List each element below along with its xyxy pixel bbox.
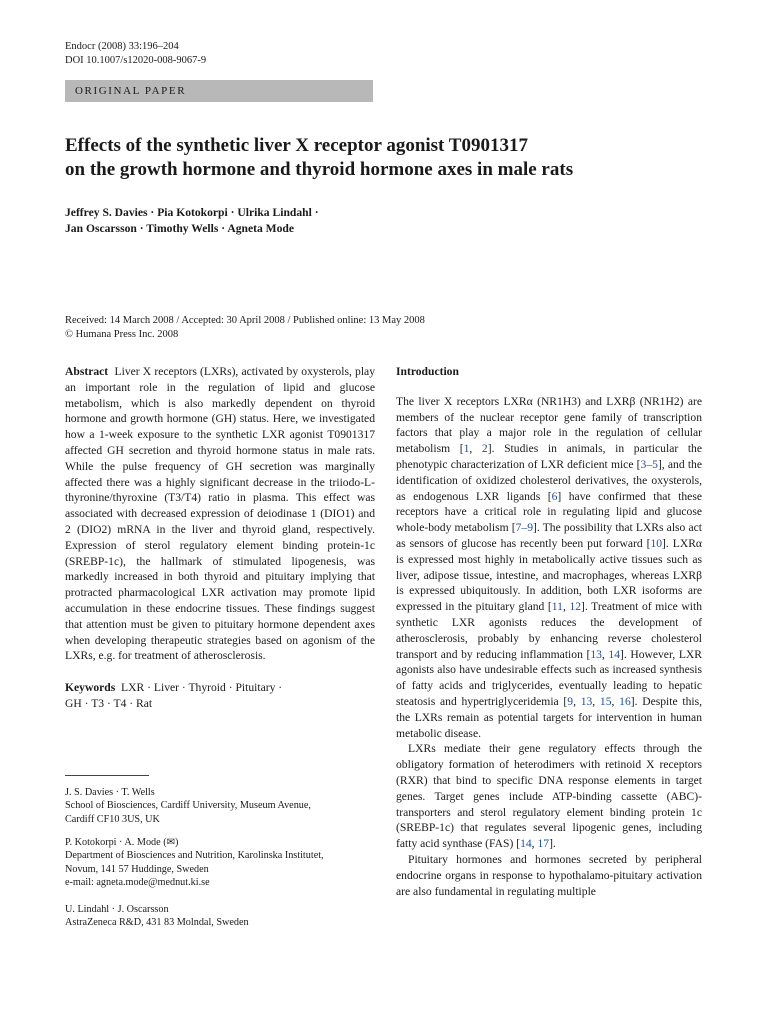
affiliation-line: AstraZeneca R&D, 431 83 Molndal, Sweden	[65, 917, 249, 929]
intro-paragraph-1: The liver X receptors LXRα (NR1H3) and LXRβ (NR1H2) are members of the nuclear receptor gene family of transcription factors that play a major role in the regulation of cellular metabolism [1, 2]. Studies in animals, in particular the phenotypic characterization of LXR deficient mice [3–5], and the identification of oxidized cholesterol derivatives, the oxysterols, as endogenous LXR ligands [6] have confirmed that these receptors have a critical role in regulating lipid and glucose whole-body metabolism [7–9]. The possibility that LXRs also act as sensors of glucose has recently been put forward [10]. LXRα is expressed most highly in metabolically active tissues such as liver, adipose tissue, intestine, and macrophages, whereas LXRβ is expressed ubiquitously. In addition, both LXR isoforms are expressed in the pituitary gland [11, 12]. Treatment of mice with synthetic LXR agonists reduces the development of atherosclerosis, probably by enhancing reverse cholesterol transport and by reducing inflammation [13, 14]. However, LXR agonists also have undesirable effects such as increased synthesis of fatty acids and triglycerides, eventually leading to hepatic steatosis and hypertriglyceridemia [9, 13, 15, 16]. Despite this, the LXRs remain as potential targets for intervention in human metabolic disease.	[396, 394, 703, 740]
journal-citation: Endocr (2008) 33:196–204	[65, 41, 179, 52]
citation-link[interactable]: 13	[580, 694, 593, 708]
citation-link[interactable]: 3–5	[640, 457, 658, 471]
paper-title	[65, 134, 705, 182]
citation-link[interactable]: 12	[569, 600, 582, 614]
abstract-heading: Abstract	[65, 365, 109, 378]
keywords-list-1: LXR · Liver · Thyroid · Pituitary ·	[121, 681, 283, 695]
author-list	[65, 205, 705, 237]
affiliation-2	[65, 836, 375, 890]
affiliation-names: J. S. Davies · T. Wells	[65, 787, 155, 798]
citation-link[interactable]: 2	[481, 442, 488, 456]
envelope-icon: ✉	[166, 837, 175, 848]
doi: DOI 10.1007/s12020-008-9067-9	[65, 55, 207, 66]
corresponding-email[interactable]: e-mail: agneta.mode@mednut.ki.se	[65, 877, 210, 889]
citation-link[interactable]: 10	[650, 536, 663, 550]
citation-link[interactable]: 9	[567, 694, 574, 708]
abstract-text: Liver X receptors (LXRs), activated by oxysterols, play an important role in the regulation of lipid and glucose metabolism, which is also markedly dependent on thyroid hormone and growth hormone (GH) status. Here, we investigated how a 1-week exposure to the synthetic LXR agonist T0901317 affected GH secretion and thyroid hormone status in male rats. While the pulse frequency of GH secretion was marginally affected there was a highly significant decrease in the triiodo-L-thyronine/thyroxine (T3/T4) ratio in plasma. This effect was associated with decreased expression of deiodinase 1 (DIO1) and 2 (DIO2) mRNA in the liver and thyroid gland, respectively. Expression of sterol regulatory element binding protein-1c (SREBP-1c), the hallmark of stimulated lipogenesis, was markedly increased in both thyroid and pituitary implying that protracted pharmacological LXR activation may promote lipid accumulation in these endocrine tissues. These findings suggest that attention must be given to pituitary hormone dependent axes when developing therapeutic strategies based on agonism of the LXRs, e.g. for treatment of atherosclerosis.	[65, 365, 375, 663]
affiliation-names: U. Lindahl · J. Oscarsson	[65, 904, 169, 915]
abstract-section	[65, 364, 375, 712]
authors-line-2: Jan Oscarsson · Timothy Wells · Agneta Mode	[65, 222, 295, 235]
affiliation-3	[65, 903, 375, 930]
citation-link[interactable]: 16	[619, 694, 631, 708]
affiliation-line: School of Biosciences, Cardiff University, Museum Avenue,	[65, 800, 311, 812]
intro-paragraph-3: Pituitary hormones and hormones secreted by peripheral endocrine organs in response to hypothalamo-pituitary activation are also fundamental in regulating multiple	[396, 852, 702, 898]
citation-link[interactable]: 17	[537, 837, 550, 851]
footnote-divider	[65, 775, 149, 776]
citation-link[interactable]: 15	[599, 694, 612, 708]
citation-link[interactable]: 14	[520, 837, 532, 851]
citation-link[interactable]: 13	[590, 647, 602, 661]
abstract-paragraph	[65, 364, 375, 664]
citation-link[interactable]: 7–9	[515, 521, 534, 535]
affiliation-names-row	[65, 836, 375, 849]
introduction-heading: Introduction	[396, 365, 459, 378]
affiliation-names-end: )	[174, 837, 179, 848]
citation-link[interactable]: 11	[551, 600, 563, 614]
dates-line: Received: 14 March 2008 / Accepted: 30 April 2008 / Published online: 13 May 2008	[65, 315, 425, 326]
introduction-section	[396, 364, 702, 899]
affiliation-names: P. Kotokorpi · A. Mode (	[65, 837, 167, 848]
affiliation-line: Cardiff CF10 3US, UK	[65, 813, 160, 825]
affiliation-line: Department of Biosciences and Nutrition, Karolinska Institutet,	[65, 850, 324, 862]
affiliation-1	[65, 786, 375, 826]
publication-dates	[65, 314, 425, 342]
article-type-banner: ORIGINAL PAPER	[65, 80, 373, 102]
affiliation-line: Novum, 141 57 Huddinge, Sweden	[65, 863, 209, 875]
title-line-2: on the growth hormone and thyroid hormone axes in male rats	[65, 159, 574, 180]
citation-link[interactable]: 14	[608, 647, 620, 661]
intro-paragraph-2: LXRs mediate their gene regulatory effects through the obligatory formation of heterodimers with retinoid X receptors (RXR) that bind to specific DNA response elements in target genes. Target genes include ATP-binding cassette (ABC)-transporters and sterol regulatory element binding protein 1c (SREBP-1c) that regulates several lipogenic genes, including fatty acid synthase (FAS) [14, 17].	[396, 742, 702, 851]
keywords-list-2: GH · T3 · T4 · Rat	[65, 696, 153, 710]
citation-link[interactable]: 6	[551, 489, 558, 503]
title-line-1: Effects of the synthetic liver X receptor agonist T0901317	[65, 135, 528, 156]
keywords-heading: Keywords	[65, 681, 116, 695]
copyright: © Humana Press Inc. 2008	[65, 329, 179, 340]
keywords	[65, 680, 375, 712]
keywords-line-1	[65, 680, 375, 696]
citation-link[interactable]: 1	[463, 442, 470, 456]
authors-line-1: Jeffrey S. Davies · Pia Kotokorpi · Ulrika Lindahl ·	[65, 206, 319, 219]
